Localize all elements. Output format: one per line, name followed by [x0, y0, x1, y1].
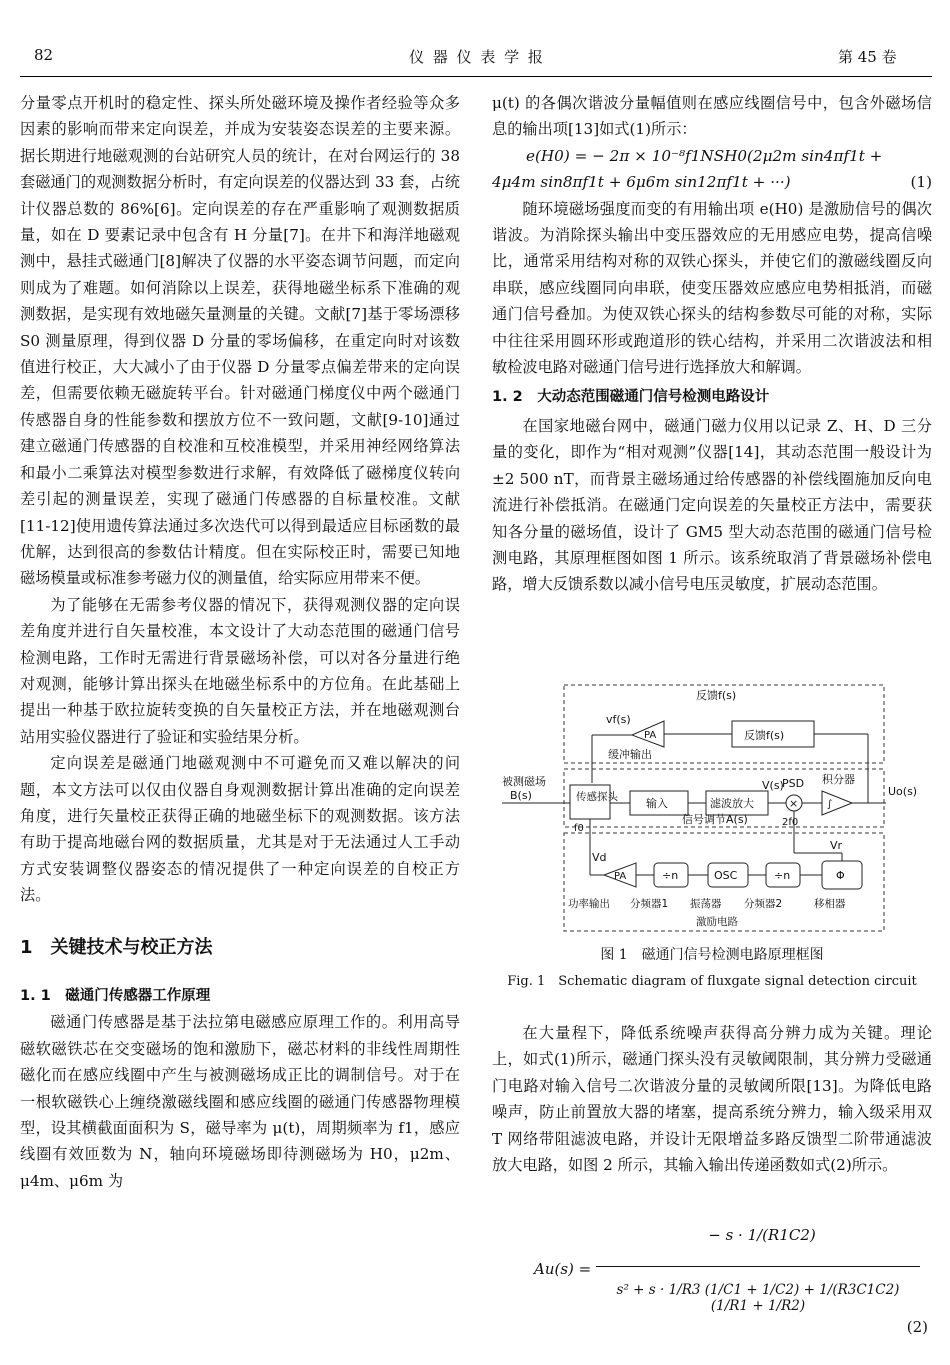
- uo-label: Uo(s): [888, 785, 918, 798]
- volume-label: 第 45 卷: [838, 48, 897, 66]
- equation-number: (2): [906, 1318, 928, 1336]
- equation-1-line-1: e(H0) = − 2π × 10⁻⁸f1NSH0(2μ2m sin4πf1t +: [526, 146, 883, 165]
- phase-shifter-label: 移相器: [814, 898, 846, 910]
- left-column: [20, 90, 460, 1194]
- power-out-label: 功率输出: [568, 898, 610, 910]
- figure-caption-cn: 图 1 磁通门信号检测电路原理框图: [600, 947, 824, 963]
- right-column-bottom: [492, 1020, 932, 1178]
- subsection-heading: 1. 2 大动态范围磁通门信号检测电路设计: [492, 389, 770, 406]
- phi-label: Φ: [836, 869, 845, 882]
- equation-number: (1): [910, 173, 932, 192]
- integral-symbol: ∫: [827, 799, 833, 810]
- sensor-label: 传感探头: [576, 791, 618, 803]
- integrator-label: 积分器: [822, 773, 855, 786]
- input-label: 输入: [646, 797, 668, 810]
- paragraph: 在国家地磁台网中，磁通门磁力仪用以记录 Z、H、D 三分量的变化，即作为“相对观测”仪器[14]，其动态范围一般设计为±2 500 nT，而背景主磁场通过给传感器的补偿线圈施加反向电流进行补偿抵消。在磁通门定向误差的矢量校正方法中，需要获知各分量的磁场值，设计了 GM5 型大动态范围的磁通门信号检测电路，其原理框图如图 1 所示。该系统取消了背景磁场补偿电路，增大反馈系数以减小信号电压灵敏度，扩展动态范围。: [492, 416, 932, 594]
- div-n1-label: ÷n: [662, 869, 679, 882]
- paragraph: 随环境磁场强度而变的有用输出项 e(H0) 是激励信号的偶次谐波。为消除探头输出中变压器效应的无用感应电势，提高信噪比，通常采用结构对称的双铁心探头，并使它们的激磁线圈反向串联，感应线圈同向串联，使变压器效应感应电势相抵消，而磁通门信号叠加。为使双铁心探头的结构参数尽可能的对称，实际中往往采用圆环形或跑道形的铁心结构，并采用二次谐波法和相敏检波电路对磁通门信号进行选择放大和解调。: [492, 199, 932, 377]
- bs-label: B(s): [510, 789, 532, 802]
- vf-label: vf(s): [606, 713, 631, 726]
- paragraph: μ(t) 的各偶次谐波分量幅值则在感应线圈信号中，包含外磁场信息的输出项[13]如式(1)所示：: [492, 94, 932, 139]
- two-f0-label: 2f0: [782, 817, 799, 828]
- div-n2-label: ÷n: [774, 869, 791, 882]
- right-column-top: [492, 90, 932, 598]
- paragraph: 磁通门传感器是基于法拉第电磁感应原理工作的。利用高导磁软磁铁芯在交变磁场的饱和激励下，磁芯材料的非线性周期性磁化而在感应线圈中产生与被测磁场成正比的调制信号。对于在一根软磁铁心上缠绕激磁线圈和感应线圈的磁通门传感器物理模型，设其横截面面积为 S，磁导率为 μ(t)，周期频率为 f1，感应线圈有效匝数为 N，轴向环境磁场即待测磁场为 H0，μ2m、μ4m、μ6m 为: [20, 1013, 460, 1190]
- feedback-top-label: 反馈f(s): [696, 689, 737, 702]
- multiplier-symbol: ×: [789, 797, 799, 810]
- equation-1-text: 4μ4m sin8πf1t + 6μ6m sin12πf1t + ···): [492, 173, 791, 192]
- paragraph: 在大量程下，降低系统噪声获得高分辨力成为关键。理论上，如式(1)所示，磁通门探头没有灵敏阈限制，其分辨力受磁通门电路对输入信号二次谐波分量的灵敏阈所限[13]。为降低电路噪声，防止前置放大器的堵塞，提高系统分辨力，输入级采用双 T 网络带阻滤波电路，并设计无限增益多路反馈型二阶带通滤波放大电路，如图 2 所示，其输入输出传递函数如式(2)所示。: [492, 1024, 932, 1175]
- buffer-out-label: 缓冲输出: [608, 748, 652, 761]
- section-heading: 1 关键技术与校正方法: [20, 936, 213, 958]
- equation-1-line-2: [492, 169, 932, 195]
- page-number: 82: [34, 46, 54, 64]
- pa-label-top: PA: [644, 730, 657, 741]
- osc-label: OSC: [714, 869, 738, 882]
- paragraph: 定向误差是磁通门地磁观测中不可避免而又难以解决的问题，本文方法可以仅由仪器自身观测数据计算出准确的定向误差角度，进行矢量校正获得正确的地磁坐标下的观测数据。该方法有助于提高地磁台网的数据质量，尤其是对于无法通过人工手动方式安装调整仪器姿态的情况提供了一种定向误差的自校正方法。: [20, 754, 460, 905]
- vr-label: Vr: [830, 839, 843, 852]
- psd-label: PSD: [782, 777, 805, 790]
- eq2-numerator: − s · 1/(R1C2): [708, 1226, 816, 1244]
- paragraph: 为了能够在无需参考仪器的情况下，获得观测仪器的定向误差角度并进行自矢量校准，本文设计了大动态范围的磁通门信号检测电路，工作时无需进行背景磁场补偿，可以对各分量进行绝对观测，能够计算出探头在地磁坐标系中的方位角。在此基础上提出一种基于欧拉旋转变换的自矢量校正方法，并在地磁观测台站用实验仪器进行了验证和实验结果分析。: [20, 595, 460, 746]
- figure-caption-en: Fig. 1 Schematic diagram of fluxgate signal detection circuit: [507, 974, 917, 989]
- vd-label: Vd: [592, 851, 607, 864]
- fraction-bar: [596, 1266, 920, 1267]
- oscillator-label: 振荡器: [690, 898, 722, 910]
- eq2-lhs: Au(s) =: [534, 1260, 592, 1278]
- filter-amp-label: 滤波放大: [710, 797, 754, 810]
- equation-2: [492, 1212, 932, 1352]
- paragraph: 分量零点开机时的稳定性、探头所处磁环境及操作者经验等众多因素的影响而带来定向误差，并成为安装姿态误差的主要来源。据长期进行地磁观测的台站研究人员的统计，在对台网运行的 38 套磁通门的观测数据分析时，有定向误差的仪器达到 33 套，占统计仪器总数的 86%[6]。定向误差的存在严重影响了观测数据质量，如在 D 要素记录中包含有 H 分量[7]。在井下和海洋地磁观测中，悬挂式磁通门[8]解决了仪器的水平姿态调节问题，而定向则成为了难题。如何消除以上误差，获得地磁坐标系下准确的观测数据，是实现有效地磁矢量测量的关键。文献[7]基于零场漂移 S0 测量原理，得到仪器 D 分量的零场偏移，在重定向时对该数值进行校正，大大减小了由于仪器 D 分量零点偏差带来的定向误差，但需要依赖无磁旋转平台。针对磁通门梯度仪中两个磁通门传感器自身的性能参数和摆放方位不一致问题，文献[9-10]通过建立磁通门传感器的自校准和互校准模型，并采用神经网络算法和最小二乘算法对模型参数进行求解，有效降低了磁梯度仪转向差引起的测量误差，实现了磁通门传感器的自标量校准。文献[11-12]使用遗传算法通过多次迭代可以得到最适应目标函数的最优解，达到很高的参数估计精度。但在实际校正时，需要已知地磁场模量或标准参考磁力仪的测量值，给实际应用带来不便。: [20, 94, 460, 588]
- vs-label: V(s): [762, 779, 784, 792]
- f0-label: f0: [574, 823, 584, 834]
- header-rule: [20, 76, 932, 77]
- feedback-box-label: 反馈f(s): [744, 729, 785, 742]
- pa-label-bottom: PA: [614, 871, 627, 882]
- divider2-label: 分频器2: [744, 898, 783, 910]
- measured-field-label: 被测磁场: [502, 775, 546, 788]
- journal-title: 仪 器 仪 表 学 报: [409, 48, 545, 66]
- figure-1-diagram: [500, 683, 932, 933]
- excitation-label: 激励电路: [696, 916, 738, 928]
- subsection-heading: 1. 1 磁通门传感器工作原理: [20, 988, 211, 1004]
- signal-cond-label: 信号调节A(s): [682, 813, 748, 826]
- eq2-denominator: s² + s · 1/R3 (1/C1 + 1/C2) + 1/(R3C1C2) (1/R1 + 1/R2): [616, 1282, 900, 1314]
- divider1-label: 分频器1: [630, 898, 669, 910]
